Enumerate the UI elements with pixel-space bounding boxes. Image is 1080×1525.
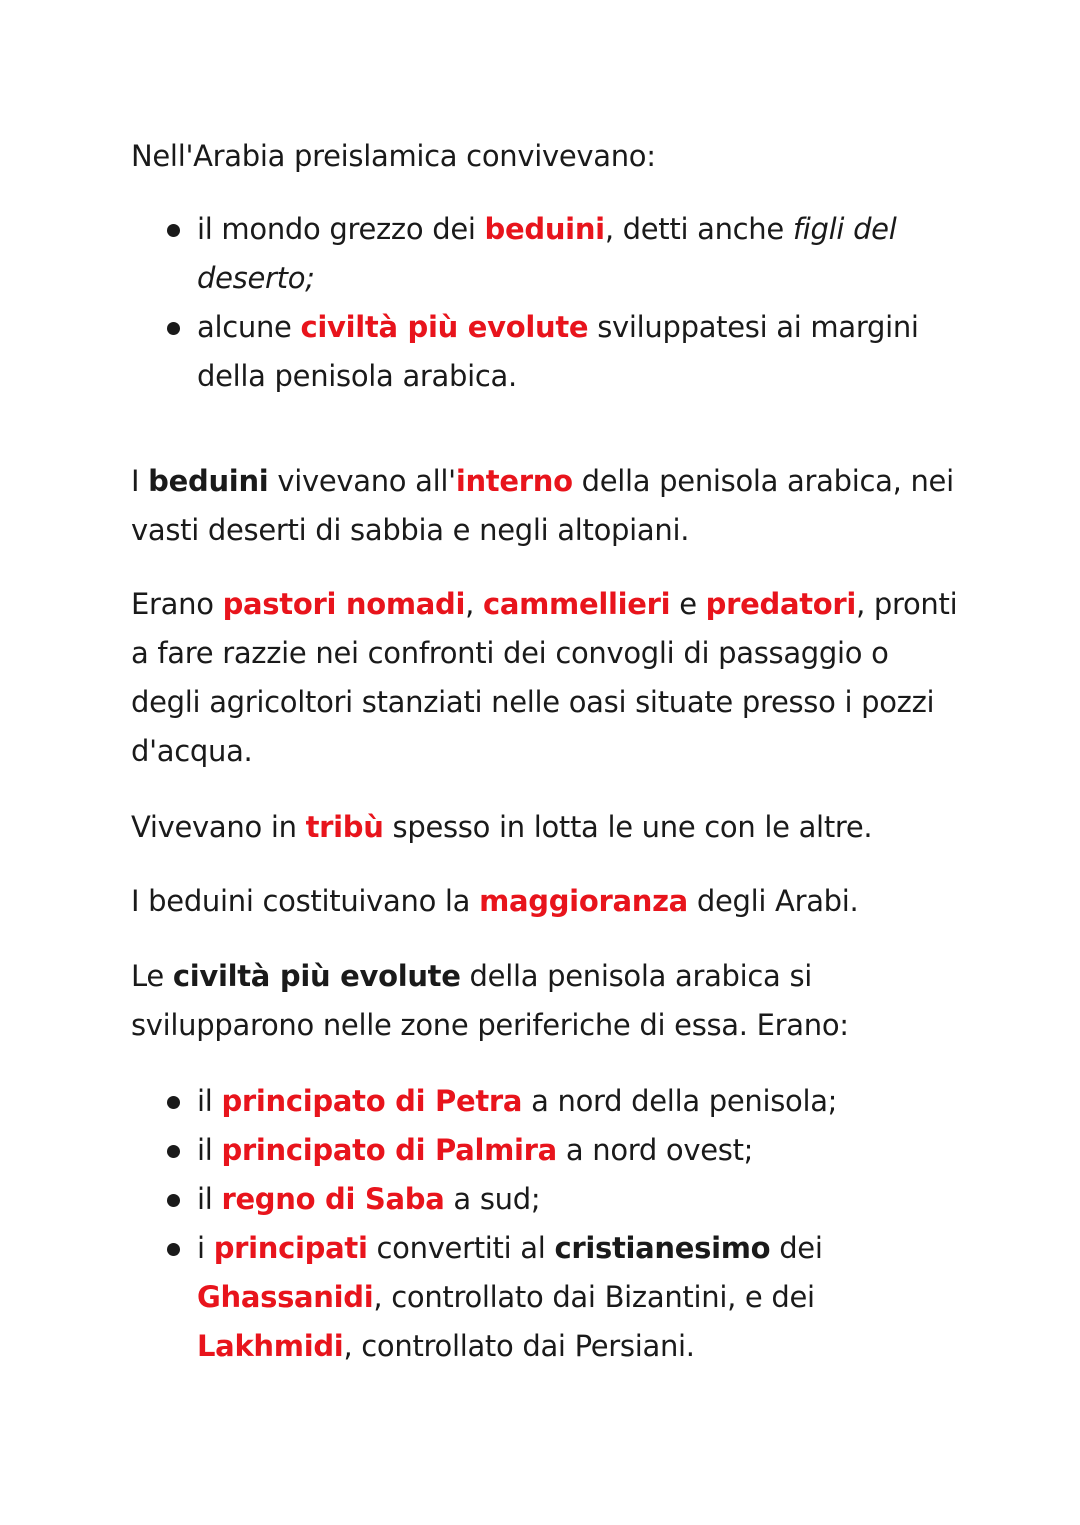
bullet-text: il	[197, 1084, 222, 1118]
bullet-text: i	[197, 1231, 214, 1265]
highlight-term: cammellieri	[482, 587, 671, 621]
highlight-term: maggioranza	[479, 884, 688, 918]
highlight-term: civiltà più evolute	[300, 310, 589, 344]
paragraph-text: degli Arabi.	[687, 884, 859, 918]
paragraph-text: e	[670, 587, 706, 621]
paragraph-text: I beduini costituivano la	[131, 884, 480, 918]
paragraph-civilta	[131, 952, 961, 1050]
highlight-term: principati	[213, 1231, 368, 1265]
paragraph-text: vivevano all'	[268, 464, 456, 498]
intro-heading-text: Nell'Arabia preislamica convivevano:	[131, 139, 656, 173]
italic-term: figli del deserto;	[197, 212, 897, 295]
paragraph-text: Erano	[131, 587, 223, 621]
highlight-term: Ghassanidi	[197, 1280, 374, 1314]
highlight-term: pastori nomadi	[222, 587, 466, 621]
bullet-text: convertiti al	[367, 1231, 555, 1265]
highlight-term: regno di Saba	[221, 1182, 445, 1216]
list-item	[131, 303, 961, 401]
bullet-text: a nord ovest;	[556, 1133, 754, 1167]
paragraph-text: della penisola arabica, nei vasti deserti di sabbia e negli altopiani.	[131, 464, 954, 547]
bullet-text: il	[197, 1182, 222, 1216]
intro-bullet-list	[131, 205, 961, 401]
bullet-text: , controllato dai Bizantini, e dei	[373, 1280, 815, 1314]
civilta-bullet-list	[131, 1077, 961, 1371]
list-item	[131, 1126, 961, 1175]
bullet-text: a nord della penisola;	[522, 1084, 838, 1118]
paragraph-text: spesso in lotta le une con le altre.	[383, 810, 873, 844]
bullet-text: , detti anche	[604, 212, 793, 246]
list-item	[131, 1077, 961, 1126]
intro-heading	[131, 132, 961, 181]
paragraph-maggioranza	[131, 877, 961, 926]
highlight-term: Lakhmidi	[197, 1329, 344, 1363]
paragraph-beduini	[131, 457, 961, 555]
bold-term: beduini	[148, 464, 269, 498]
paragraph-erano	[131, 580, 961, 776]
paragraph-text: ,	[465, 587, 483, 621]
paragraph-text: I	[131, 464, 149, 498]
bullet-text: sviluppatesi ai margini della penisola arabica.	[197, 310, 919, 393]
list-item	[131, 1175, 961, 1224]
highlight-term: beduini	[484, 212, 605, 246]
paragraph-tribu	[131, 803, 961, 852]
highlight-term: principato di Petra	[221, 1084, 523, 1118]
bold-term: cristianesimo	[554, 1231, 771, 1265]
paragraph-text: della penisola arabica si svilupparono nelle zone periferiche di essa. Erano:	[131, 959, 849, 1042]
highlight-term: principato di Palmira	[221, 1133, 557, 1167]
highlight-term: predatori	[705, 587, 857, 621]
bold-term: civiltà più evolute	[172, 959, 461, 993]
list-item	[131, 205, 961, 303]
paragraph-text: Vivevano in	[131, 810, 306, 844]
bullet-text: dei	[770, 1231, 823, 1265]
bullet-text: alcune	[197, 310, 301, 344]
highlight-term: interno	[455, 464, 573, 498]
highlight-term: tribù	[305, 810, 384, 844]
bullet-text: il mondo grezzo dei	[197, 212, 485, 246]
paragraph-text: , pronti a fare razzie nei confronti dei convogli di passaggio o degli agricoltori stanziati nelle oasi situate presso i pozzi d'acqua.	[131, 587, 958, 768]
bullet-text: a sud;	[444, 1182, 541, 1216]
bullet-text: il	[197, 1133, 222, 1167]
bullet-text: , controllato dai Persiani.	[343, 1329, 695, 1363]
paragraph-text: Le	[131, 959, 173, 993]
list-item	[131, 1224, 961, 1371]
